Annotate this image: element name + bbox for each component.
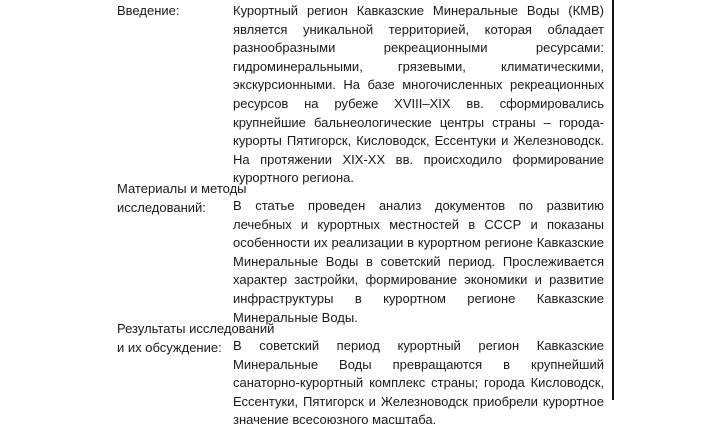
section-text: В статье проведен анализ документов по развитию лечебных и курортных местностей в СССР и показаны особенности их реализации в курортном регионе Кавказские Минеральные Воды в советский период. Прослеживается характер застройки, формирование экономики и развитие инфраструктуры в курортном регионе Кавказские Минеральные Воды. [233, 198, 604, 325]
section-label: Материалы и методы исследований: [117, 181, 247, 215]
section-label: Результаты исследований и их обсуждение: [117, 321, 275, 355]
section-text: Курортный регион Кавказские Минеральные Воды (КМВ) является уникальной территорией, которая обладает разнообразными рекреационными ресурсами: гидроминеральными, грязевыми, климатическими, экскурсионными. На базе многочисленных рекреационных ресурсов на рубеже XVIII–XIX вв. сформировались крупнейшие бальнеологические центры страны – города-курорты Пятигорск, Кисловодск, Ессентуки и Железноводск. На протяжении XIX-XX вв. происходило формирование курортного региона. [233, 3, 604, 186]
section-text: В советский период курортный регион Кавказские Минеральные Воды превращаются в крупнейший санаторно-курортный комплекс страны; города Кисловодск, Ессентуки, Пятигорск и Железноводск приобрели курортное значение всесоюзного масштаба. [233, 338, 604, 428]
section-label: Введение: [117, 3, 180, 18]
page-right-border [612, 0, 614, 400]
